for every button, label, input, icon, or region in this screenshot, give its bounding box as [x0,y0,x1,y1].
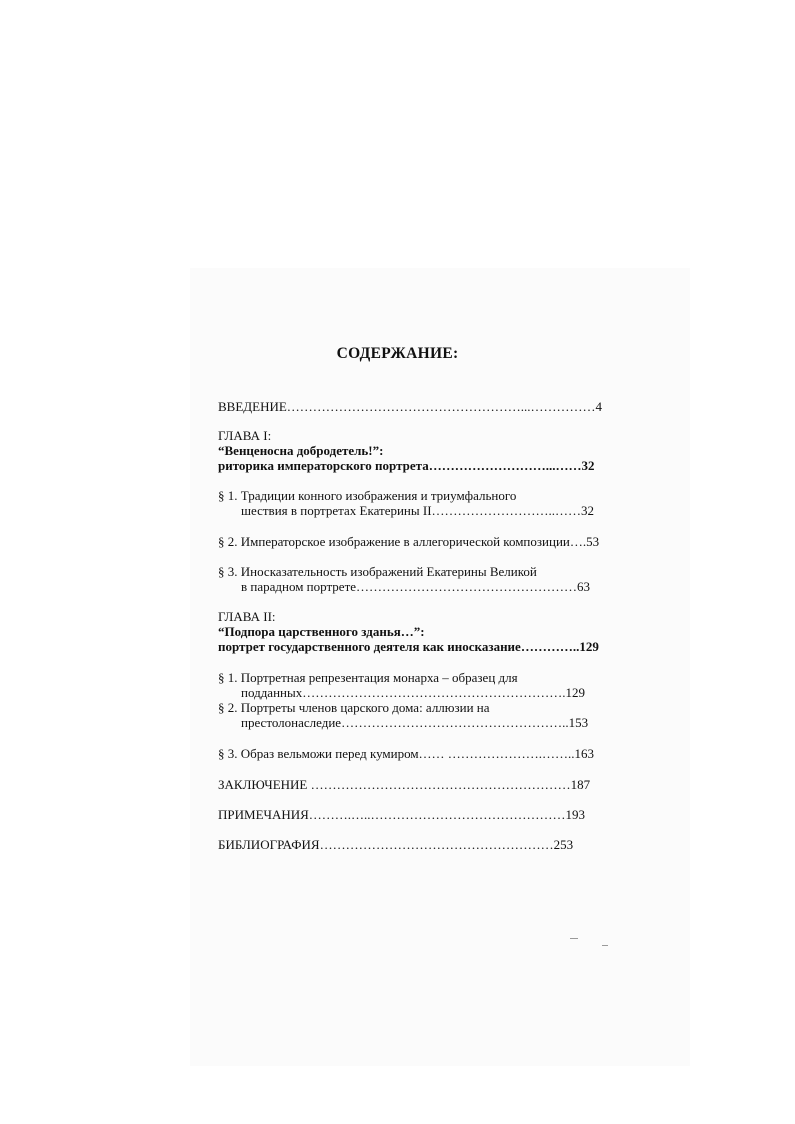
toc-title: СОДЕРЖАНИЕ: [336,345,459,362]
chapter-1-subtitle: риторика императорского портрета………………………...……32 [218,458,595,473]
toc-entry-ch1-s3-line2: в парадном портрете……………………………………………63 [241,579,591,594]
chapter-2-subtitle: портрет государственного деятеля как иносказание…………..129 [218,639,599,654]
page-sheet [190,268,690,1066]
chapter-1-title: “Венценосна добродетель!”: [218,443,384,458]
toc-entry-ch1-s3-line1: § 3. Иносказательность изображений Екатерины Великой [218,564,537,579]
toc-entry-ch2-s1-line2: подданных…………………………………………………….129 [241,685,585,700]
chapter-1-heading: ГЛАВА I: [218,428,272,443]
scan-speck [570,938,578,939]
toc-entry-bibliography: БИБЛИОГРАФИЯ………………………………………………253 [218,837,574,852]
toc-entry-ch2-s3: § 3. Образ вельможи перед кумиром…… ………………….……..163 [218,746,595,761]
toc-entry-conclusion: ЗАКЛЮЧЕНИЕ ……………………………………………………187 [218,777,591,792]
toc-entry-ch1-s1-line1: § 1. Традиции конного изображения и триумфального [218,488,517,503]
toc-entry-ch2-s2-line1: § 2. Портреты членов царского дома: аллюзии на [218,700,490,715]
toc-entry-introduction: ВВЕДЕНИЕ………………………………………………...……………4 [218,399,603,414]
toc-entry-ch1-s1-line2: шествия в портретах Екатерины II………………………..……32 [241,503,595,518]
scan-speck [602,945,608,946]
toc-entry-ch1-s2: § 2. Императорское изображение в аллегорической композиции….53 [218,534,600,549]
chapter-2-heading: ГЛАВА II: [218,609,276,624]
toc-entry-ch2-s2-line2: престолонаследие……………………………………………..153 [241,715,589,730]
toc-entry-notes: ПРИМЕЧАНИЯ……….…..………………………………………193 [218,807,586,822]
toc-entry-ch2-s1-line1: § 1. Портретная репрезентация монарха – образец для [218,670,518,685]
chapter-2-title: “Подпора царственного зданья…”: [218,624,425,639]
